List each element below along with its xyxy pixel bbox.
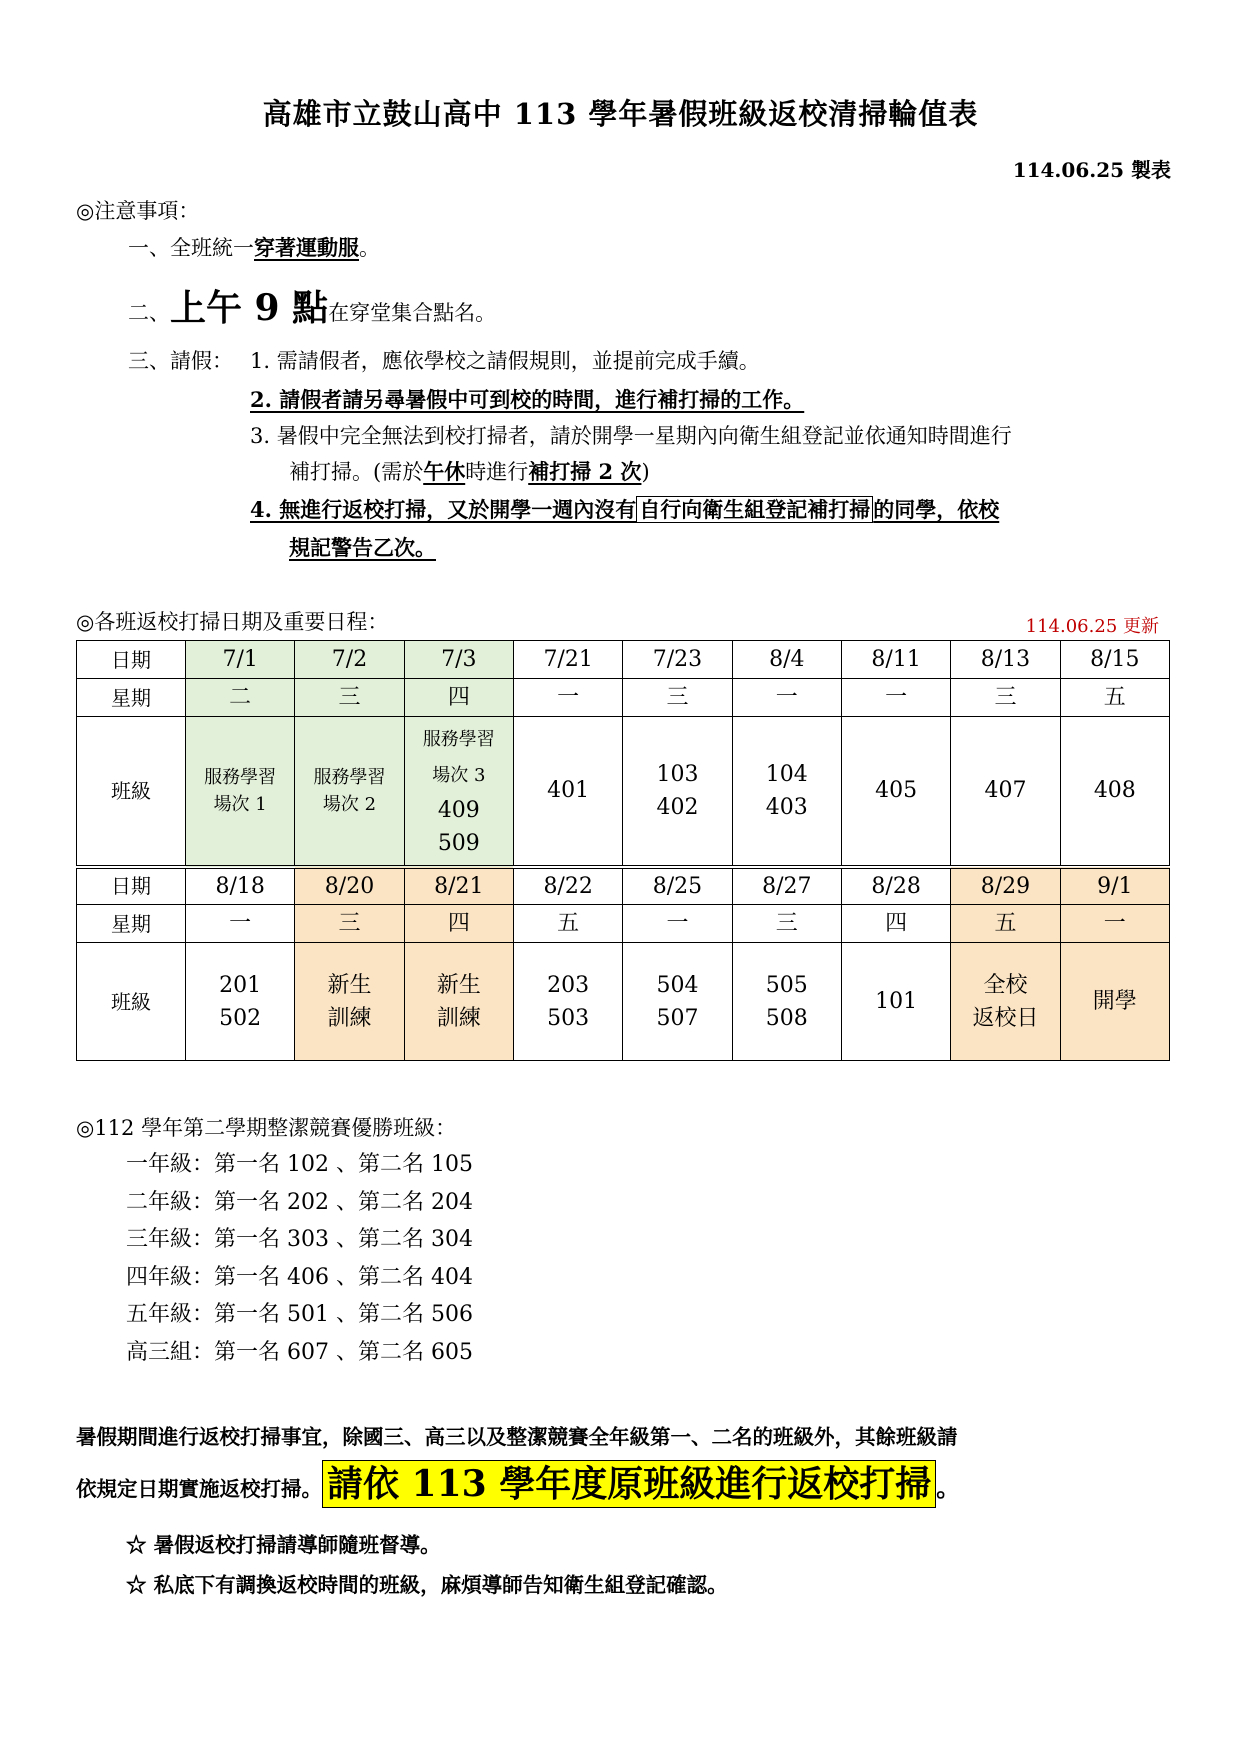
date-cell: 8/18 [186,867,295,905]
note-item-2 [128,280,496,331]
closing-line-2 [76,1456,960,1507]
class-cell [404,943,513,1061]
date-cell: 9/1 [1060,867,1169,905]
leave-4a-prefix: 4. 無進行返校打掃，又於開學一週內沒有 [250,497,637,522]
date-cell: 7/1 [186,641,295,679]
class-line: 508 [765,1005,808,1031]
note-1-emphasis: 穿著運動服 [254,235,359,260]
class-cell [732,717,841,867]
date-cell: 8/4 [732,641,841,679]
class-row [77,943,1170,1061]
date-cell: 8/25 [623,867,732,905]
weekday-cell: 一 [513,679,622,717]
note-2-prefix: 二、 [128,301,170,325]
class-row [77,717,1170,867]
weekday-cell: 一 [186,905,295,943]
weekday-cell: 五 [1060,679,1169,717]
weekday-row [77,905,1170,943]
schedule-updated: 114.06.25 更新 [1025,616,1159,637]
award-row: 高三組：第一名 607 、第二名 605 [126,1339,473,1365]
class-line: 場次 2 [322,793,377,815]
class-line: 405 [875,778,918,804]
class-line: 新生 [436,972,481,998]
date-cell: 8/20 [295,867,404,905]
class-cell [1060,717,1169,867]
class-cell [732,943,841,1061]
class-line: 全校 [983,972,1028,998]
weekday-cell: 三 [623,679,732,717]
class-line: 509 [437,830,480,856]
weekday-cell: 四 [841,905,950,943]
class-line: 場次 3 [432,764,486,786]
date-cell: 7/2 [295,641,404,679]
weekday-cell: 一 [623,905,732,943]
class-cell [513,943,622,1061]
class-line: 408 [1093,778,1136,804]
date-cell: 7/3 [404,641,513,679]
class-line: 服務學習 [313,766,386,788]
class-line: 403 [765,794,808,820]
leave-3b-mid: 時進行 [465,460,529,484]
weekday-row [77,679,1170,717]
closing-line-2-prefix: 依規定日期實施返校打掃。 [76,1477,322,1501]
class-cell [186,717,295,867]
date-row [77,867,1170,905]
closing-line-2-suffix: 。 [936,1473,961,1502]
date-row [77,641,1170,679]
weekday-cell: 三 [732,905,841,943]
date-cell: 8/15 [1060,641,1169,679]
date-cell: 8/29 [951,867,1060,905]
schedule-table-part1 [76,640,1170,1061]
awards-list [126,1146,473,1371]
class-line: 103 [656,761,699,787]
date-row-label: 日期 [77,867,186,905]
leave-rule-4a [250,494,999,524]
class-cell [841,943,950,1061]
date-row-label: 日期 [77,641,186,679]
weekday-row-label: 星期 [77,679,186,717]
leave-4a-boxed: 自行向衛生組登記補打掃 [636,496,873,523]
class-line: 訓練 [327,1005,372,1031]
class-line: 505 [765,972,808,998]
leave-3b-prefix: 補打掃。(需於 [289,460,424,484]
class-row-label: 班級 [77,943,186,1061]
class-cell [295,717,404,867]
class-line: 409 [437,797,480,823]
awards-heading: ◎112 學年第二學期整潔競賽優勝班級： [76,1116,457,1140]
class-line: 104 [765,761,808,787]
note-2-emphasis: 上午 9 點 [170,287,329,329]
weekday-cell: 五 [951,905,1060,943]
leave-4a-suffix: 的同學，依校 [873,497,1000,522]
class-cell [623,943,732,1061]
leave-rule-4b: 規記警告乙次。 [289,535,436,560]
leave-rule-1: 1. 需請假者，應依學校之請假規則，並提前完成手續。 [250,349,760,373]
star-note-2: ☆ 私底下有調換返校時間的班級，麻煩導師告知衛生組登記確認。 [126,1573,728,1597]
date-cell: 8/13 [951,641,1060,679]
class-line: 服務學習 [422,728,495,750]
class-line: 507 [656,1005,699,1031]
class-line: 203 [547,972,590,998]
class-line: 訓練 [436,1005,481,1031]
class-cell [186,943,295,1061]
class-line: 返校日 [972,1005,1039,1031]
class-cell [295,943,404,1061]
date-cell: 8/28 [841,867,950,905]
note-1-prefix: 一、全班統一 [128,236,254,260]
class-line: 402 [656,794,699,820]
weekday-cell: 一 [732,679,841,717]
weekday-cell: 三 [951,679,1060,717]
weekday-cell: 一 [1060,905,1169,943]
date-cell: 8/21 [404,867,513,905]
award-row: 二年級：第一名 202 、第二名 204 [126,1189,473,1215]
note-2-suffix: 在穿堂集合點名。 [328,301,497,325]
class-line: 場次 1 [213,793,267,815]
leave-3b-suffix: ) [641,460,650,484]
weekday-cell: 一 [841,679,950,717]
class-row-label: 班級 [77,717,186,867]
class-line: 401 [547,778,590,804]
class-cell [513,717,622,867]
notes-heading: ◎注意事項： [76,199,200,223]
class-line: 502 [219,1005,262,1031]
weekday-cell: 二 [186,679,295,717]
leave-3b-emph1: 午休 [423,459,466,484]
date-cell: 8/22 [513,867,622,905]
class-cell [951,717,1060,867]
class-line: 503 [547,1005,590,1031]
weekday-cell: 三 [295,905,404,943]
date-cell: 7/21 [513,641,622,679]
award-row: 五年級：第一名 501 、第二名 506 [126,1302,473,1327]
award-row: 三年級：第一名 303 、第二名 304 [126,1227,473,1252]
closing-line-1: 暑假期間進行返校打掃事宜，除國三、高三以及整潔競賽全年級第一、二名的班級外，其餘班級請 [76,1425,958,1449]
closing-highlight: 請依 113 學年度原班級進行返校打掃 [322,1460,936,1508]
class-cell [623,717,732,867]
star-note-1: ☆ 暑假返校打掃請導師隨班督導。 [126,1533,441,1557]
class-line: 407 [984,778,1027,804]
page-title: 高雄市立鼓山高中 113 學年暑假班級返校清掃輪值表 [262,97,979,131]
weekday-cell: 四 [404,679,513,717]
weekday-cell: 四 [404,905,513,943]
class-cell [951,943,1060,1061]
class-line: 開學 [1092,989,1137,1014]
weekday-row-label: 星期 [77,905,186,943]
made-date: 114.06.25 製表 [1012,158,1171,182]
date-cell: 7/23 [623,641,732,679]
leave-rule-3b [289,456,650,486]
leave-rule-3a: 3. 暑假中完全無法到校打掃者，請於開學一星期內向衛生組登記並依通知時間進行 [250,424,1012,448]
class-cell [404,717,513,867]
note-item-1 [128,232,380,262]
class-cell [1060,943,1169,1061]
class-line: 201 [219,972,262,998]
date-cell: 8/11 [841,641,950,679]
class-cell [841,717,950,867]
leave-3b-emph2: 補打掃 2 次 [528,459,642,484]
weekday-cell: 五 [513,905,622,943]
award-row: 一年級：第一名 102 、第二名 105 [126,1152,473,1177]
schedule-heading: ◎各班返校打掃日期及重要日程： [76,610,389,634]
class-line: 服務學習 [204,766,277,788]
note-item-3-prefix: 三、請假： [128,349,233,373]
date-cell: 8/27 [732,867,841,905]
weekday-cell: 三 [295,679,404,717]
class-line: 504 [656,972,699,998]
class-line: 101 [875,989,918,1014]
note-1-suffix: 。 [359,236,380,260]
leave-rule-2: 2. 請假者請另尋暑假中可到校的時間，進行補打掃的工作。 [250,387,805,412]
class-line: 新生 [327,972,372,998]
award-row: 四年級：第一名 406 、第二名 404 [126,1264,473,1290]
